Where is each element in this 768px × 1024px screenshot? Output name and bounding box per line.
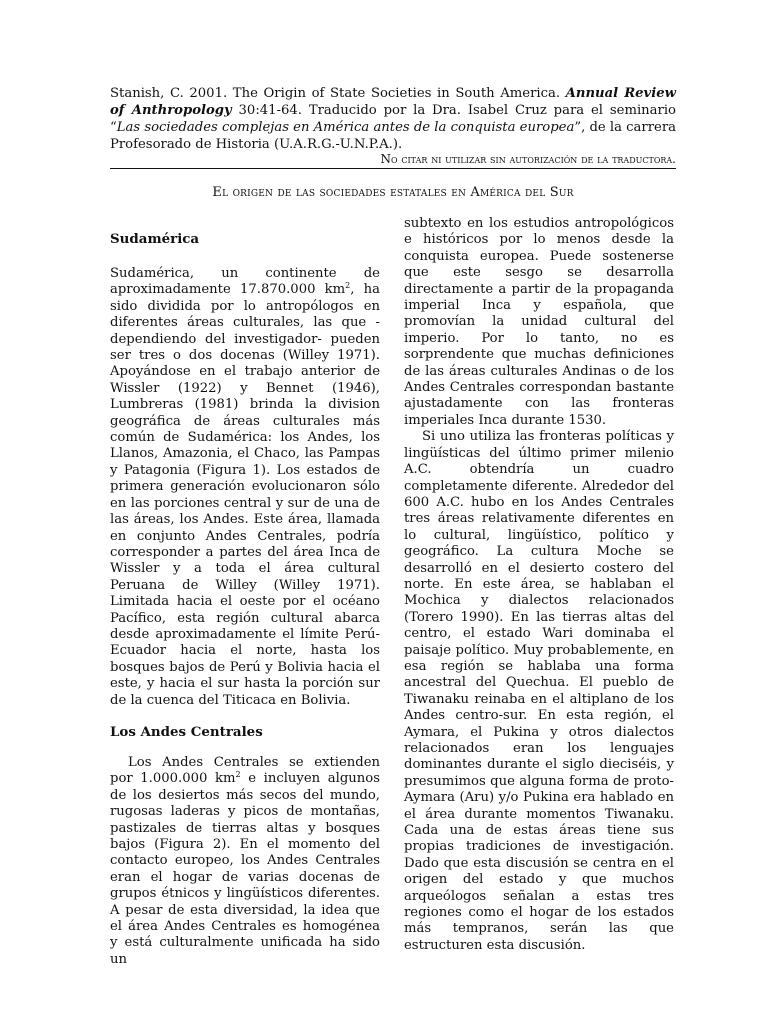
- citation-text-1: Stanish, C. 2001. The Origin of State Societies in South America.: [110, 86, 566, 101]
- superscript: 2: [345, 281, 351, 291]
- paragraph-continuation: subtexto en los estudios antropológicos e históricos por lo menos desde la conquista europea. Puede sostenerse que este sesgo se desarrolla directamente a partir de la propaganda imperial Inca y española, que promovían la unidad cultural del imperio. Por lo tanto, no es sorprendente que muchas definiciones de las áreas culturales Andinas o de los Andes Centrales correspondan bastante ajustadamente con las fronteras imperiales Inca durante 1530.: [404, 216, 674, 428]
- paragraph-sudamerica: [110, 266, 380, 709]
- citation-text-2: 30:41-64. Traducido por la Dra. Isabel Cruz para el seminario “: [110, 103, 676, 135]
- superscript: 2: [235, 770, 241, 780]
- document-title: El origen de las sociedades estatales en América del Sur: [212, 185, 574, 200]
- left-column: [110, 230, 380, 968]
- section-heading-andes-centrales: Los Andes Centrales: [110, 723, 263, 740]
- journal-name: Annual Review of Anthropology: [110, 86, 676, 118]
- section-heading-sudamerica: Sudamérica: [110, 231, 200, 247]
- paragraph-fronteras: Si uno utiliza las fronteras políticas y lingüísticas del último primer milenio A.C. obtendría un cuadro completamente diferente. Alrededor del 600 A.C. hubo en los Andes Centrales tres áreas relativamente diferentes en lo cultural, lingüístico, político y geográfico. La cultura Moche se desarrolló en el desierto costero del norte. En este área, se hablaban el Mochica y dialectos relacionados (Torero 1990). En las tierras altas del centro, el estado Wari dominaba el paisaje político. Muy probablemente, en esa región se hablaba una forma ancestral del Quechua. El pueblo de Tiwanaku reinaba en el altiplano de los Andes centro-sur. En esta región, el Aymara, el Pukina y otros dialectos relacionados eran los lenguajes dominantes durante el siglo dieciséis, y presumimos que alguna forma de proto-Aymara (Aru) y/o Pukina era hablado en el área durante momentos Tiwanaku. Cada una de estas áreas tiene sus propias tradiciones de investigación. Dado que esta discusión se centra en el origen del estado y que muchos arqueólogos señalan a estas tres regiones como el hogar de los estados más tempranos, serán las que estructuren esta discusión.: [404, 429, 674, 953]
- seminar-name: Las sociedades complejas en América antes de la conquista europea: [116, 120, 575, 135]
- translator-notice: No citar ni utilizar sin autorización de la traductora.: [380, 152, 676, 166]
- right-column: [404, 216, 674, 954]
- citation-text-3: ”, de la carrera Profesorado de Historia (U.A.R.G.-U.N.P.A.).: [110, 120, 676, 152]
- citation: [110, 85, 676, 153]
- header-rule: [110, 168, 676, 169]
- paragraph-text: , ha sido dividida por lo antropólogos en diferentes áreas culturales, las que -dependiendo del investigador- pueden ser tres o dos docenas (Willey 1971). Apoyándose en el trabajo anterior de Wissler (1922) y Bennet (1946), Lumbreras (1981) brinda la division geográfica de áreas culturales más común de Sudamérica: los Andes, los Llanos, Amazonia, el Chaco, las Pampas y Patagonia (Figura 1). Los estados de primera generación evolucionaron sólo en las porciones central y sur de una de las áreas, los Andes. Este área, llamada en conjunto Andes Centrales, podría corresponder a partes del área Inca de Wissler y a toda el área cultural Peruana de Willey (Willey 1971). Limitada hacia el oeste por el océano Pacífico, esta región cultural abarca desde aproximadamente el límite Perú-Ecuador hacia el norte, hasta los bosques bajos de Perú y Bolivia hacia el este, y hacia el sur hasta la porción sur de la cuenca del Titicaca en Bolivia.: [110, 282, 380, 708]
- paragraph-text: Los Andes Centrales se extienden por 1.000.000 km: [110, 754, 380, 787]
- paragraph-text: Sudamérica, un continente de aproximadamente 17.870.000 km: [110, 266, 380, 298]
- paragraph-andes-centrales: [110, 755, 380, 968]
- paragraph-text: e incluyen algunos de los desiertos más secos del mundo, rugosas laderas y picos de montañas, pastizales de tierras altas y bosques bajos (Figura 2). En el momento del contacto europeo, los Andes Centrales eran el hogar de varias docenas de grupos étnicos y lingüísticos diferentes. A pesar de esta diversidad, la idea que el área Andes Centrales es homogénea y está culturalmente unificada ha sido un: [110, 771, 380, 967]
